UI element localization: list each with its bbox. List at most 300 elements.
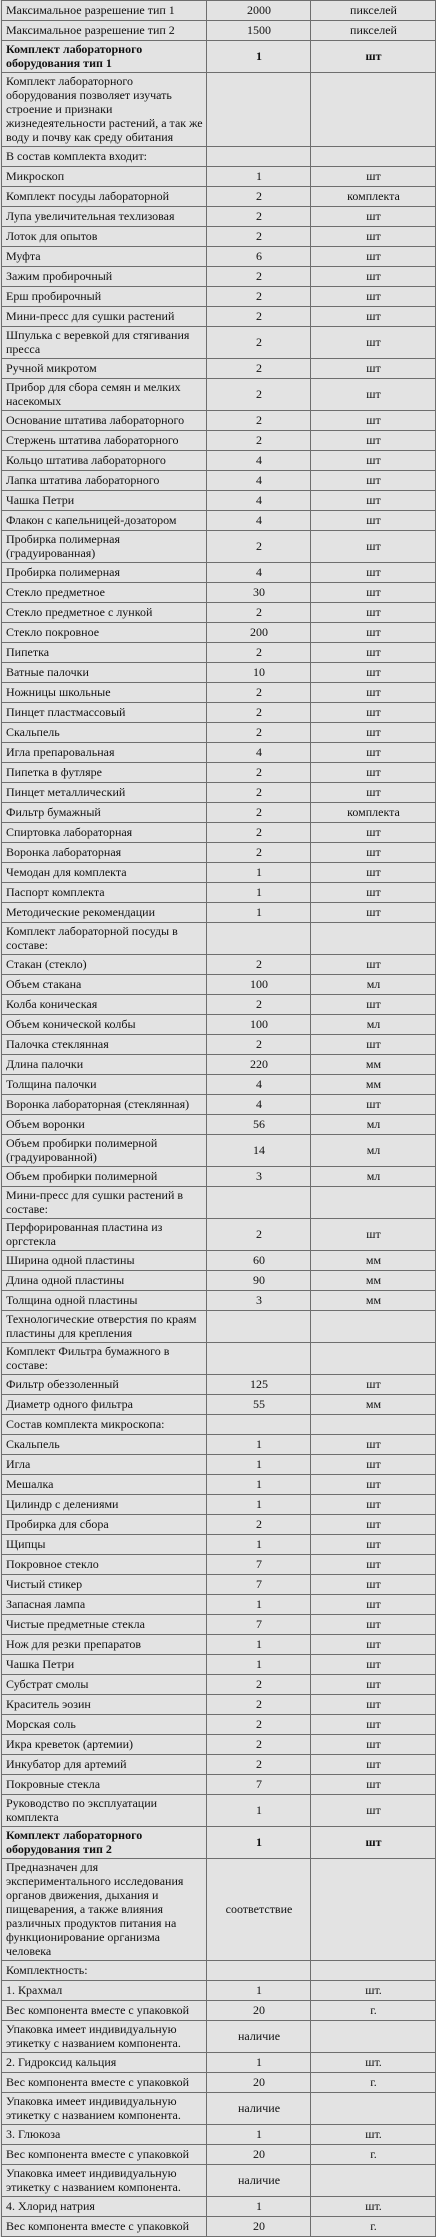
item-quantity-cell: 10	[207, 663, 311, 683]
item-unit-cell: шт	[311, 379, 436, 411]
item-unit-cell	[311, 1311, 436, 1343]
table-row	[2, 1271, 436, 1291]
table-row	[2, 1595, 436, 1615]
item-quantity-cell: 30	[207, 583, 311, 603]
item-unit-cell: шт	[311, 863, 436, 883]
table-row	[2, 187, 436, 207]
table-row	[2, 883, 436, 903]
item-name-cell: Комплект посуды лабораторной	[2, 187, 207, 207]
item-quantity-cell: 4	[207, 1075, 311, 1095]
item-name-cell: Зажим пробирочный	[2, 267, 207, 287]
table-row	[2, 1495, 436, 1515]
item-unit-cell	[311, 1415, 436, 1435]
item-name-cell: Ерш пробирочный	[2, 287, 207, 307]
item-unit-cell: шт	[311, 843, 436, 863]
table-row	[2, 783, 436, 803]
item-quantity-cell: 2	[207, 603, 311, 623]
item-quantity-cell: наличие	[207, 2165, 311, 2197]
item-quantity-cell: 3	[207, 1167, 311, 1187]
item-name-cell: Стержень штатива лабораторного	[2, 431, 207, 451]
item-quantity-cell: 1	[207, 2125, 311, 2145]
table-row	[2, 1795, 436, 1827]
item-quantity-cell: 2	[207, 187, 311, 207]
item-unit-cell: шт	[311, 1595, 436, 1615]
item-unit-cell	[311, 1961, 436, 1981]
table-row	[2, 1251, 436, 1271]
table-row	[2, 147, 436, 167]
table-row	[2, 2197, 436, 2217]
item-quantity-cell: 1	[207, 2197, 311, 2217]
item-quantity-cell: 2	[207, 327, 311, 359]
table-row	[2, 763, 436, 783]
item-unit-cell: шт	[311, 1035, 436, 1055]
item-name-cell: Упаковка имеет индивидуальную этикетку с названием компонента.	[2, 2093, 207, 2125]
item-unit-cell: шт	[311, 227, 436, 247]
item-name-cell: Руководство по эксплуатации комплекта	[2, 1795, 207, 1827]
item-quantity-cell: 2	[207, 267, 311, 287]
item-unit-cell: шт	[311, 603, 436, 623]
item-unit-cell: шт	[311, 1535, 436, 1555]
table-row	[2, 2073, 436, 2093]
item-unit-cell: шт	[311, 703, 436, 723]
item-name-cell: Цилиндр с делениями	[2, 1495, 207, 1515]
table-row	[2, 1095, 436, 1115]
table-row	[2, 955, 436, 975]
item-unit-cell: шт	[311, 903, 436, 923]
item-unit-cell: шт.	[311, 2053, 436, 2073]
table-row	[2, 1311, 436, 1343]
item-unit-cell: шт	[311, 1755, 436, 1775]
item-quantity-cell: 4	[207, 1095, 311, 1115]
item-quantity-cell: 4	[207, 491, 311, 511]
item-unit-cell: пикселей	[311, 1, 436, 21]
item-name-cell: Икра креветок (артемии)	[2, 1735, 207, 1755]
item-unit-cell: шт	[311, 1435, 436, 1455]
item-name-cell: Состав комплекта микроскопа:	[2, 1415, 207, 1435]
item-unit-cell: шт.	[311, 2197, 436, 2217]
item-quantity-cell: 1	[207, 1635, 311, 1655]
item-unit-cell: шт	[311, 359, 436, 379]
item-quantity-cell: 1	[207, 1435, 311, 1455]
table-row	[2, 247, 436, 267]
item-unit-cell: шт	[311, 783, 436, 803]
item-name-cell: Нож для резки препаратов	[2, 1635, 207, 1655]
item-unit-cell	[311, 73, 436, 147]
table-row	[2, 1475, 436, 1495]
item-quantity-cell: 2	[207, 411, 311, 431]
item-quantity-cell: 2	[207, 1035, 311, 1055]
item-quantity-cell: 56	[207, 1115, 311, 1135]
item-name-cell: Воронка лабораторная (стеклянная)	[2, 1095, 207, 1115]
item-quantity-cell	[207, 1961, 311, 1981]
item-quantity-cell: 1	[207, 863, 311, 883]
item-unit-cell: шт	[311, 1219, 436, 1251]
table-row	[2, 1981, 436, 2001]
item-quantity-cell: 2	[207, 995, 311, 1015]
item-name-cell: Скальпель	[2, 1435, 207, 1455]
item-quantity-cell: 2	[207, 307, 311, 327]
item-unit-cell	[311, 2165, 436, 2197]
item-unit-cell: шт	[311, 1695, 436, 1715]
item-unit-cell: шт	[311, 41, 436, 73]
table-row	[2, 723, 436, 743]
table-row	[2, 1291, 436, 1311]
item-name-cell: Предназначен для экспериментального исследования органов движения, дыхания и пищеварения, а также влияния различных продуктов питания на функционирование организма человека	[2, 1859, 207, 1961]
item-quantity-cell: 2	[207, 683, 311, 703]
table-row	[2, 1187, 436, 1219]
item-name-cell: Пробирка полимерная (градуированная)	[2, 531, 207, 563]
item-unit-cell	[311, 923, 436, 955]
item-unit-cell: шт	[311, 583, 436, 603]
item-quantity-cell: 4	[207, 451, 311, 471]
item-name-cell: Длина палочки	[2, 1055, 207, 1075]
item-unit-cell: шт	[311, 955, 436, 975]
item-name-cell: Чистые предметные стекла	[2, 1615, 207, 1635]
table-row	[2, 267, 436, 287]
table-row	[2, 21, 436, 41]
item-unit-cell: шт	[311, 743, 436, 763]
item-name-cell: Объем воронки	[2, 1115, 207, 1135]
item-quantity-cell: соответствие	[207, 1859, 311, 1961]
item-quantity-cell: 4	[207, 511, 311, 531]
table-row	[2, 823, 436, 843]
item-unit-cell: шт	[311, 623, 436, 643]
item-name-cell: Комплект лабораторного оборудования позволяет изучать строение и признаки жизнедеятельности растений, а так же воду и почву как среду обитания	[2, 73, 207, 147]
table-row	[2, 511, 436, 531]
item-unit-cell: мл	[311, 1167, 436, 1187]
item-quantity-cell: 7	[207, 1575, 311, 1595]
table-row	[2, 583, 436, 603]
item-quantity-cell	[207, 923, 311, 955]
item-unit-cell: шт	[311, 511, 436, 531]
item-name-cell: Комплект лабораторного оборудования тип 1	[2, 41, 207, 73]
item-name-cell: Запасная лампа	[2, 1595, 207, 1615]
item-name-cell: Упаковка имеет индивидуальную этикетку с названием компонента.	[2, 2021, 207, 2053]
item-quantity-cell: 4	[207, 563, 311, 583]
item-name-cell: Мини-пресс для сушки растений	[2, 307, 207, 327]
item-name-cell: Комплект Фильтра бумажного в составе:	[2, 1343, 207, 1375]
table-row	[2, 563, 436, 583]
item-quantity-cell: 2	[207, 379, 311, 411]
item-name-cell: Краситель эозин	[2, 1695, 207, 1715]
item-name-cell: Упаковка имеет индивидуальную этикетку с названием компонента.	[2, 2165, 207, 2197]
table-row	[2, 903, 436, 923]
item-unit-cell: шт	[311, 431, 436, 451]
item-name-cell: Вес компонента вместе с упаковкой	[2, 2145, 207, 2165]
item-name-cell: Лоток для опытов	[2, 227, 207, 247]
item-unit-cell: шт	[311, 563, 436, 583]
item-unit-cell: шт	[311, 995, 436, 1015]
table-row	[2, 1961, 436, 1981]
item-unit-cell: мл	[311, 1015, 436, 1035]
item-quantity-cell	[207, 1343, 311, 1375]
item-unit-cell: мм	[311, 1075, 436, 1095]
table-row	[2, 167, 436, 187]
table-row	[2, 1219, 436, 1251]
item-quantity-cell	[207, 1311, 311, 1343]
table-row	[2, 2093, 436, 2125]
item-unit-cell: мм	[311, 1271, 436, 1291]
item-name-cell: Ширина одной пластины	[2, 1251, 207, 1271]
item-quantity-cell: 1	[207, 41, 311, 73]
item-unit-cell: шт	[311, 1635, 436, 1655]
item-unit-cell: мл	[311, 975, 436, 995]
item-name-cell: Воронка лабораторная	[2, 843, 207, 863]
item-quantity-cell: 7	[207, 1775, 311, 1795]
item-unit-cell: шт	[311, 1475, 436, 1495]
item-quantity-cell	[207, 1415, 311, 1435]
table-row	[2, 1455, 436, 1475]
item-quantity-cell: 2	[207, 207, 311, 227]
table-row	[2, 623, 436, 643]
item-unit-cell: шт	[311, 531, 436, 563]
item-unit-cell: шт	[311, 1775, 436, 1795]
table-row	[2, 1859, 436, 1961]
item-quantity-cell: 2	[207, 955, 311, 975]
item-unit-cell: шт	[311, 683, 436, 703]
item-quantity-cell: 2	[207, 1675, 311, 1695]
item-quantity-cell: 2	[207, 227, 311, 247]
item-name-cell: Пробирка для сбора	[2, 1515, 207, 1535]
table-row	[2, 1435, 436, 1455]
item-quantity-cell: 100	[207, 975, 311, 995]
item-name-cell: Мешалка	[2, 1475, 207, 1495]
item-unit-cell: шт	[311, 1615, 436, 1635]
table-row	[2, 1755, 436, 1775]
item-name-cell: Диаметр одного фильтра	[2, 1395, 207, 1415]
item-quantity-cell: 7	[207, 1615, 311, 1635]
item-unit-cell: шт	[311, 1555, 436, 1575]
table-row	[2, 1655, 436, 1675]
item-quantity-cell: 2	[207, 431, 311, 451]
item-quantity-cell: 1	[207, 1455, 311, 1475]
item-name-cell: Пинцет пластмассовый	[2, 703, 207, 723]
item-unit-cell	[311, 1187, 436, 1219]
item-name-cell: Объем стакана	[2, 975, 207, 995]
item-quantity-cell: 2	[207, 723, 311, 743]
table-row	[2, 803, 436, 823]
item-name-cell: Методические рекомендации	[2, 903, 207, 923]
item-unit-cell: шт	[311, 1515, 436, 1535]
table-row	[2, 1695, 436, 1715]
table-row	[2, 431, 436, 451]
item-name-cell: Вес компонента вместе с упаковкой	[2, 2073, 207, 2093]
item-name-cell: Длина одной пластины	[2, 1271, 207, 1291]
item-unit-cell: шт	[311, 1715, 436, 1735]
item-unit-cell: шт	[311, 823, 436, 843]
item-unit-cell: шт	[311, 1375, 436, 1395]
item-name-cell: Колба коническая	[2, 995, 207, 1015]
item-quantity-cell: 1	[207, 1655, 311, 1675]
item-quantity-cell: 2	[207, 783, 311, 803]
table-row	[2, 207, 436, 227]
table-row	[2, 863, 436, 883]
item-name-cell: Вес компонента вместе с упаковкой	[2, 2217, 207, 2237]
item-name-cell: Чашка Петри	[2, 491, 207, 511]
item-name-cell: Технологические отверстия по краям пластины для крепления	[2, 1311, 207, 1343]
table-row	[2, 1075, 436, 1095]
item-name-cell: Толщина одной пластины	[2, 1291, 207, 1311]
item-unit-cell: шт	[311, 267, 436, 287]
item-name-cell: Объем конической колбы	[2, 1015, 207, 1035]
item-quantity-cell: 1	[207, 903, 311, 923]
item-unit-cell: комплекта	[311, 187, 436, 207]
item-name-cell: Лупа увеличительная техлизовая	[2, 207, 207, 227]
item-quantity-cell: 20	[207, 2217, 311, 2237]
table-row	[2, 1515, 436, 1535]
item-name-cell: Комплект лабораторной посуды в составе:	[2, 923, 207, 955]
table-row	[2, 663, 436, 683]
table-row	[2, 1167, 436, 1187]
item-name-cell: Вес компонента вместе с упаковкой	[2, 2001, 207, 2021]
item-unit-cell: шт	[311, 471, 436, 491]
spec-table	[1, 0, 436, 2237]
item-name-cell: Спиртовка лабораторная	[2, 823, 207, 843]
item-quantity-cell	[207, 147, 311, 167]
table-row	[2, 1775, 436, 1795]
item-name-cell: Микроскоп	[2, 167, 207, 187]
table-row	[2, 1035, 436, 1055]
item-name-cell: В состав комплекта входит:	[2, 147, 207, 167]
table-row	[2, 1135, 436, 1167]
table-row	[2, 1635, 436, 1655]
item-name-cell: Шпулька с веревкой для стягивания пресса	[2, 327, 207, 359]
item-unit-cell: шт	[311, 411, 436, 431]
item-unit-cell: шт	[311, 451, 436, 471]
table-row	[2, 1115, 436, 1135]
item-unit-cell	[311, 1859, 436, 1961]
item-quantity-cell: 1	[207, 1535, 311, 1555]
item-unit-cell: шт	[311, 247, 436, 267]
item-unit-cell: шт	[311, 663, 436, 683]
table-row	[2, 2165, 436, 2197]
item-unit-cell: мм	[311, 1251, 436, 1271]
item-unit-cell: шт	[311, 1655, 436, 1675]
table-row	[2, 1675, 436, 1695]
item-unit-cell: г.	[311, 2217, 436, 2237]
table-row	[2, 1615, 436, 1635]
item-name-cell: 3. Глюкоза	[2, 2125, 207, 2145]
table-row	[2, 683, 436, 703]
item-unit-cell	[311, 147, 436, 167]
item-name-cell: Ватные палочки	[2, 663, 207, 683]
item-unit-cell: г.	[311, 2073, 436, 2093]
item-name-cell: Лапка штатива лабораторного	[2, 471, 207, 491]
item-name-cell: Паспорт комплекта	[2, 883, 207, 903]
table-row	[2, 2001, 436, 2021]
item-unit-cell: шт	[311, 723, 436, 743]
spec-table-body	[2, 1, 436, 2237]
table-row	[2, 531, 436, 563]
item-quantity-cell: 2	[207, 1735, 311, 1755]
item-name-cell: Объем пробирки полимерной (градуированной)	[2, 1135, 207, 1167]
item-unit-cell	[311, 2093, 436, 2125]
item-quantity-cell: 1	[207, 1981, 311, 2001]
item-name-cell: Инкубатор для артемий	[2, 1755, 207, 1775]
item-name-cell: Покровное стекло	[2, 1555, 207, 1575]
table-row	[2, 287, 436, 307]
item-unit-cell: шт	[311, 307, 436, 327]
item-name-cell: Толщина палочки	[2, 1075, 207, 1095]
item-name-cell: Пипетка	[2, 643, 207, 663]
item-name-cell: Субстрат смолы	[2, 1675, 207, 1695]
item-quantity-cell: 220	[207, 1055, 311, 1075]
item-quantity-cell: 2	[207, 803, 311, 823]
item-name-cell: Флакон с капельницей-дозатором	[2, 511, 207, 531]
table-row	[2, 379, 436, 411]
item-unit-cell: шт	[311, 327, 436, 359]
item-unit-cell: шт	[311, 491, 436, 511]
item-quantity-cell: 2	[207, 843, 311, 863]
item-unit-cell: шт	[311, 1795, 436, 1827]
table-row	[2, 1575, 436, 1595]
item-name-cell: Муфта	[2, 247, 207, 267]
item-name-cell: 4. Хлорид натрия	[2, 2197, 207, 2217]
item-quantity-cell: 2	[207, 1219, 311, 1251]
table-row	[2, 1015, 436, 1035]
item-name-cell: Стекло покровное	[2, 623, 207, 643]
item-unit-cell	[311, 1343, 436, 1375]
table-row	[2, 1395, 436, 1415]
item-quantity-cell: 14	[207, 1135, 311, 1167]
item-name-cell: Покровные стекла	[2, 1775, 207, 1795]
item-quantity-cell	[207, 73, 311, 147]
item-name-cell: Перфорированная пластина из оргстекла	[2, 1219, 207, 1251]
item-quantity-cell: 2	[207, 1755, 311, 1775]
item-quantity-cell: 1500	[207, 21, 311, 41]
item-quantity-cell: наличие	[207, 2093, 311, 2125]
item-quantity-cell: 1	[207, 1495, 311, 1515]
item-name-cell: Щипцы	[2, 1535, 207, 1555]
table-row	[2, 227, 436, 247]
item-name-cell: 2. Гидроксид кальция	[2, 2053, 207, 2073]
table-row	[2, 975, 436, 995]
item-quantity-cell: 1	[207, 1595, 311, 1615]
item-quantity-cell: 2	[207, 823, 311, 843]
table-row	[2, 603, 436, 623]
table-row	[2, 843, 436, 863]
item-quantity-cell: 4	[207, 743, 311, 763]
table-row	[2, 307, 436, 327]
table-row	[2, 359, 436, 379]
item-name-cell: Игла препаровальная	[2, 743, 207, 763]
item-quantity-cell: 20	[207, 2001, 311, 2021]
item-quantity-cell: 6	[207, 247, 311, 267]
item-quantity-cell: 125	[207, 1375, 311, 1395]
item-quantity-cell: 2	[207, 703, 311, 723]
item-unit-cell: мм	[311, 1395, 436, 1415]
item-unit-cell: г.	[311, 2145, 436, 2165]
item-name-cell: Пинцет металлический	[2, 783, 207, 803]
item-quantity-cell: 2	[207, 1695, 311, 1715]
item-name-cell: Фильтр бумажный	[2, 803, 207, 823]
item-quantity-cell: 2	[207, 359, 311, 379]
item-quantity-cell: 200	[207, 623, 311, 643]
item-quantity-cell: 20	[207, 2145, 311, 2165]
table-row	[2, 643, 436, 663]
item-quantity-cell: 1	[207, 1475, 311, 1495]
item-name-cell: Чистый стикер	[2, 1575, 207, 1595]
item-name-cell: Морская соль	[2, 1715, 207, 1735]
item-name-cell: Основание штатива лабораторного	[2, 411, 207, 431]
table-row	[2, 2145, 436, 2165]
table-row	[2, 2217, 436, 2237]
table-row	[2, 995, 436, 1015]
item-unit-cell: шт	[311, 287, 436, 307]
item-quantity-cell: 55	[207, 1395, 311, 1415]
item-name-cell: Мини-пресс для сушки растений в составе:	[2, 1187, 207, 1219]
item-name-cell: Комплектность:	[2, 1961, 207, 1981]
